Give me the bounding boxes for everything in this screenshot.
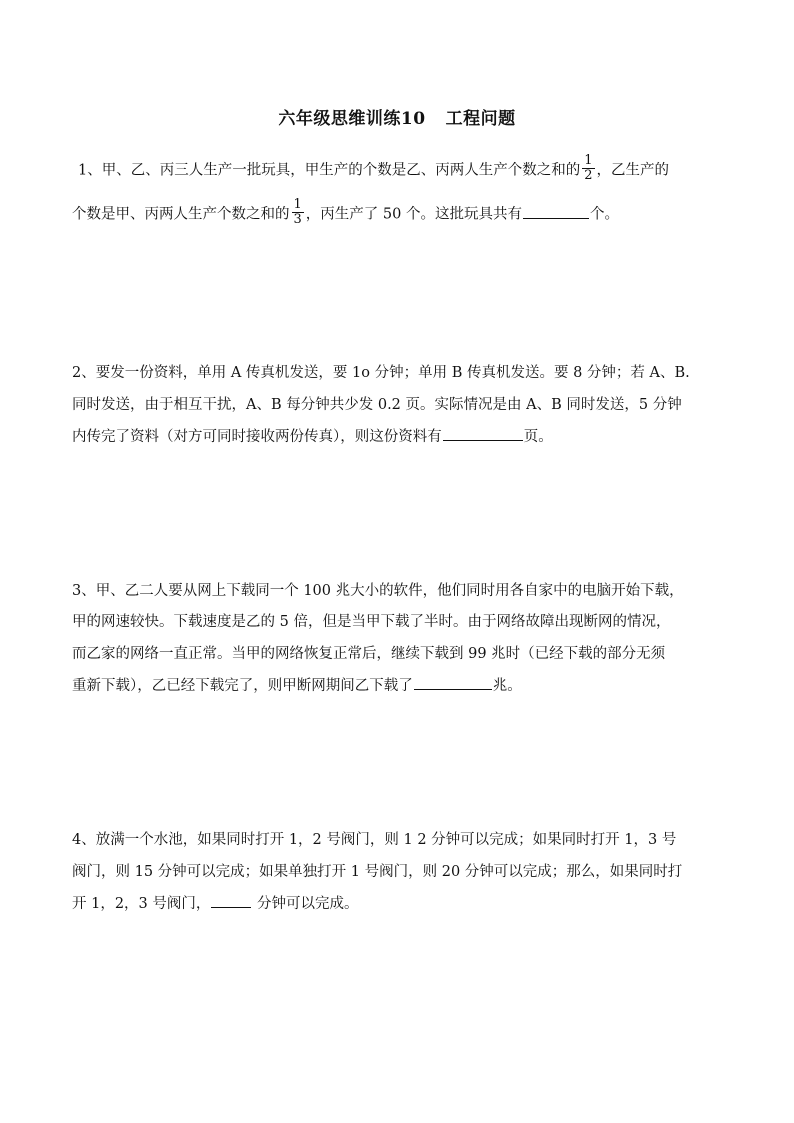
answer-blank-1[interactable] — [523, 204, 589, 219]
answer-blank-3[interactable] — [414, 675, 492, 690]
q3-text-b: 兆。 — [492, 678, 522, 694]
question-2-line-3 — [72, 426, 553, 447]
fraction-numerator: 1 — [293, 197, 302, 212]
title-main: 六年级思维训练10 — [278, 109, 426, 129]
question-3-line-4 — [72, 675, 522, 696]
answer-blank-4[interactable] — [211, 893, 251, 908]
q1-text-b: ，乙生产的 — [596, 162, 670, 179]
question-1-line-1 — [78, 153, 670, 185]
question-3-line-1: 3、甲、乙二人要从网上下载同一个 100 兆大小的软件，他们同时用各自家中的电脑开始下载， — [72, 583, 684, 599]
question-1-line-2 — [72, 197, 619, 229]
title-topic: 工程问题 — [445, 109, 516, 129]
q2-text-a: 内传完了资料（对方可同时接收两份传真），则这份资料有 — [72, 429, 442, 445]
q1-text-a: 1、甲、乙、丙三人生产一批玩具，甲生产的个数是乙、丙两人生产个数之和的 — [78, 162, 581, 179]
fraction-one-third — [292, 198, 304, 227]
question-3-line-3: 而乙家的网络一直正常。当甲的网络恢复正常后，继续下载到 99 兆时（已经下载的部分无须 — [72, 646, 666, 662]
q3-text-a: 重新下载），乙已经下载完了，则甲断网期间乙下载了 — [72, 678, 413, 694]
page-title — [0, 104, 794, 129]
q1-text-c: 个数是甲、丙两人生产个数之和的 — [72, 206, 290, 223]
question-4-line-1: 4、放满一个水池，如果同时打开 1，2 号阀门，则 1 2 分钟可以完成；如果同时打开 1，3 号 — [72, 832, 677, 848]
question-4-line-3 — [72, 893, 359, 914]
fraction-denominator: 2 — [584, 168, 593, 183]
q4-text-b: 分钟可以完成。 — [252, 896, 359, 912]
question-3-line-2: 甲的网速较快。下载速度是乙的 5 倍，但是当甲下载了半时。由于网络故障出现断网的情况， — [72, 614, 671, 630]
q2-text-b: 页。 — [523, 429, 553, 445]
q1-text-d: ，丙生产了 50 个。这批玩具共有 — [305, 206, 522, 223]
q1-text-e: 个。 — [589, 206, 619, 223]
question-2-line-2: 同时发送，由于相互干扰，A、B 每分钟共少发 0.2 页。实际情况是由 A、B 同时发送，5 分钟 — [72, 397, 682, 413]
fraction-denominator: 3 — [293, 212, 302, 227]
question-2-line-1: 2、要发一份资料，单用 A 传真机发送，要 1o 分钟；单用 B 传真机发送。要 8 分钟；若 A、B. — [72, 365, 690, 381]
fraction-numerator: 1 — [584, 153, 593, 168]
fraction-one-half — [582, 154, 594, 183]
answer-blank-2[interactable] — [443, 426, 523, 441]
question-4-line-2: 阀门，则 15 分钟可以完成；如果单独打开 1 号阀门，则 20 分钟可以完成；那么，如果同时打 — [72, 864, 683, 880]
q4-text-a: 开 1，2，3 号阀门， — [72, 896, 211, 912]
